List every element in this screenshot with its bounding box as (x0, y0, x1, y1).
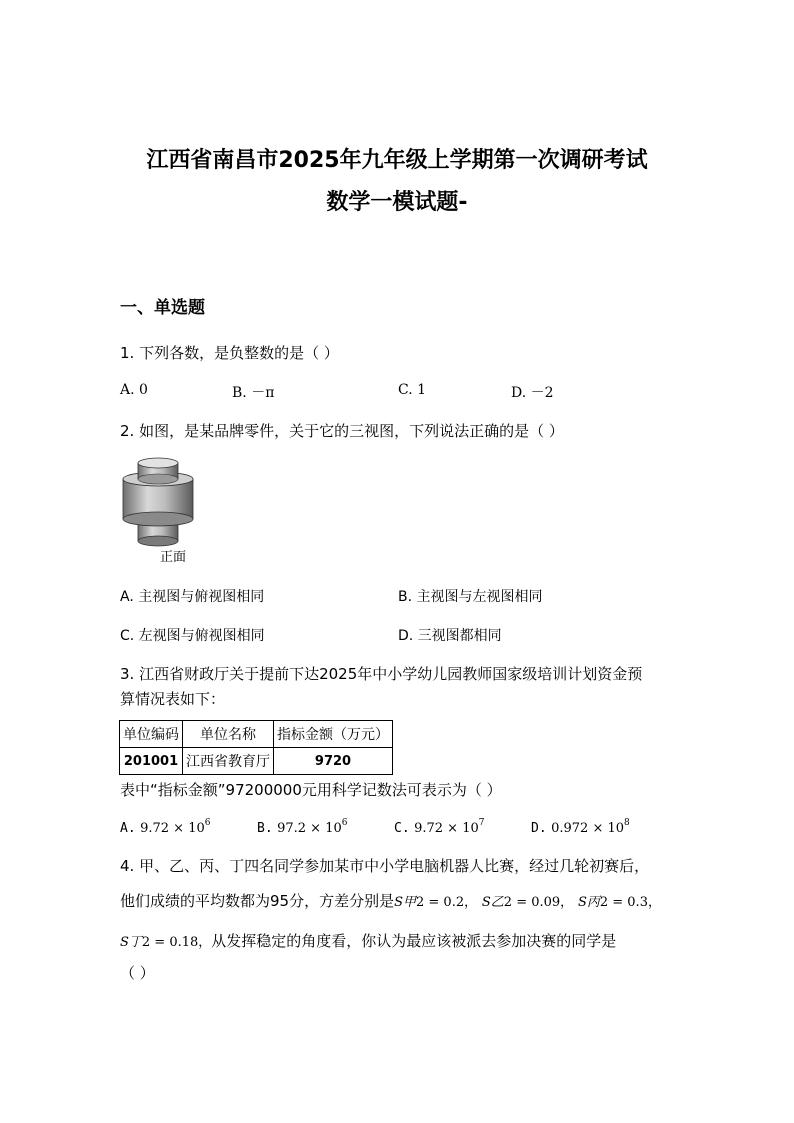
q2-stem: 2. 如图，是某品牌零件，关于它的三视图，下列说法正确的是（ ） (120, 422, 564, 440)
q3-stem-line-2: 算情况表如下： (120, 690, 226, 708)
variance-yi: S乙2 = 0.09， (481, 895, 574, 910)
q1-option-d: D. －2 (511, 385, 554, 401)
q3-stem-line-1: 3. 江西省财政厅关于提前下达2025年中小学幼儿园教师国家级培训计划资金预 (120, 665, 643, 683)
table-cell: 江西省教育厅 (183, 748, 274, 775)
q3-option-c: C. $9.72 \times 10^7$ (394, 818, 485, 836)
q4-line-2: 他们成绩的平均数都为95分，方差分别是S甲2 = 0.2， S乙2 = 0.09， S丙2 = 0.3， (120, 892, 661, 910)
variance-ding: S丁2 = 0.18， (120, 935, 212, 950)
table-header: 单位编码 (120, 721, 183, 748)
q3-question: 表中“指标金额”97200000元用科学记数法可表示为（ ） (120, 781, 502, 799)
section-heading: 一、单选题 (120, 298, 205, 318)
q4-line-1: 4. 甲、乙、丙、丁四名同学参加某市中小学电脑机器人比赛，经过几轮初赛后， (120, 857, 650, 875)
q3-option-b: B. $97.2 \times 10^6$ (257, 818, 348, 836)
q3-option-d: D. $0.972 \times 10^8$ (531, 818, 630, 836)
q4-line-3: S丁2 = 0.18，从发挥稳定的角度看，你认为最应该被派去参加决赛的同学是 (120, 932, 617, 950)
q2-option-c: C. 左视图与俯视图相同 (120, 628, 265, 644)
q4-line-4: （ ） (120, 964, 155, 982)
q2-option-b: B. 主视图与左视图相同 (398, 589, 543, 605)
title-line-1: 江西省南昌市2025年九年级上学期第一次调研考试 (146, 148, 648, 173)
q2-option-a: A. 主视图与俯视图相同 (120, 589, 265, 605)
budget-table (119, 720, 393, 775)
q1-option-c: C. 1 (398, 382, 427, 398)
title-line-2: 数学一模试题- (326, 190, 468, 215)
table-cell: 9720 (274, 748, 393, 775)
q1-stem: 1. 下列各数，是负整数的是（ ） (120, 344, 339, 362)
variance-jia: S甲2 = 0.2， (394, 895, 478, 910)
q1-option-b: B. －π (232, 385, 275, 401)
figure-label: 正面 (160, 550, 187, 565)
table-cell: 201001 (120, 748, 183, 775)
q3-option-a: A. $9.72 \times 10^6$ (120, 818, 211, 836)
table-header-row (120, 721, 393, 748)
q2-option-d: D. 三视图都相同 (398, 628, 502, 644)
q1-option-a: A. 0 (120, 382, 148, 398)
variance-bing: S丙2 = 0.3， (577, 895, 661, 910)
table-header: 指标金额（万元） (274, 721, 393, 748)
table-row (120, 748, 393, 775)
table-header: 单位名称 (183, 721, 274, 748)
